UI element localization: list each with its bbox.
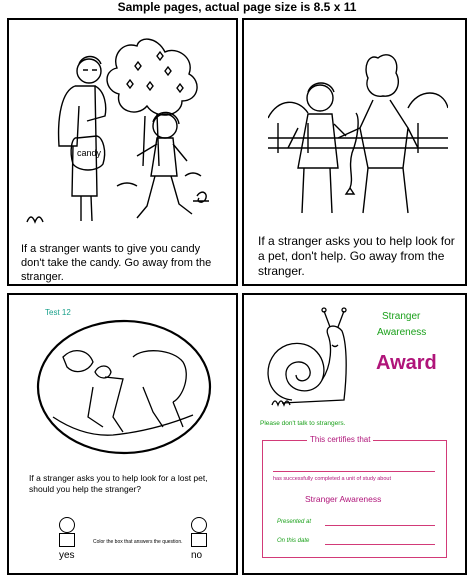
on-this-date-label: On this date: [277, 538, 310, 544]
no-answer-box[interactable]: [191, 533, 207, 547]
page-pet: [242, 18, 467, 286]
award-title-line2: Awareness: [377, 327, 427, 338]
yes-smiley-icon: [59, 517, 75, 533]
test-circle-illustration: [33, 317, 215, 455]
test-label: Test 12: [45, 308, 71, 317]
no-label: no: [191, 550, 203, 561]
test-instruction: Color the box that answers the question.: [93, 539, 183, 545]
pet-stranger-illustration: [268, 28, 448, 218]
award-heading: Award: [376, 352, 437, 374]
subject-text: Stranger Awareness: [305, 494, 382, 504]
snail-illustration: [252, 305, 364, 415]
yes-label: yes: [59, 550, 75, 561]
presented-at-label: Presented at: [277, 519, 312, 525]
candy-bag-label: candy: [77, 148, 102, 158]
page-candy: [7, 18, 238, 286]
page1-caption: If a stranger wants to give you candy don't take the candy. Go away from the stranger.: [21, 243, 212, 283]
presented-at-line: [325, 525, 435, 526]
award-tagline: Please don't talk to strangers.: [260, 420, 346, 427]
candy-stranger-illustration: [17, 26, 229, 226]
award-title-line1: Stranger: [382, 311, 421, 322]
completed-text: has successfully completed a unit of study about: [273, 476, 392, 482]
certifies-text: This certifies that: [307, 435, 373, 444]
page-test: [7, 293, 238, 575]
on-this-date-line: [325, 544, 435, 545]
certificate-box: [262, 435, 447, 558]
yes-answer-box[interactable]: [59, 533, 75, 547]
no-smiley-icon: [191, 517, 207, 533]
name-line: [273, 471, 435, 472]
test-question: If a stranger asks you to help look for a lost pet, should you help the stranger?: [29, 473, 208, 494]
page2-caption: If a stranger asks you to help look for a pet, don't help. Go away from the stranger.: [258, 234, 455, 278]
header-title: Sample pages, actual page size is 8.5 x 11: [117, 0, 357, 14]
page-award: [242, 293, 467, 575]
